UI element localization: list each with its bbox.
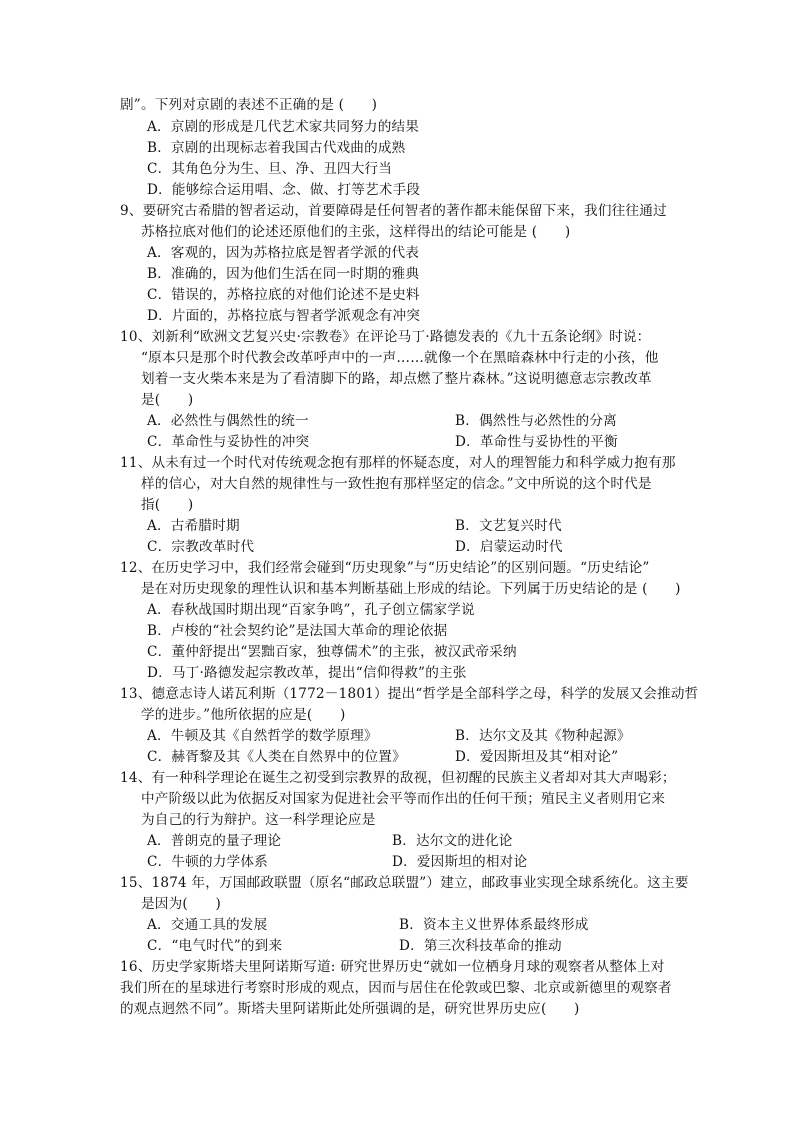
- q12-option-a: A．春秋战国时期出现“百家争鸣”，孔子创立儒家学说: [147, 602, 475, 618]
- q15-option-a: A．交通工具的发展: [147, 917, 268, 933]
- q8-option-a: A．京剧的形成是几代艺术家共同努力的结果: [147, 119, 420, 135]
- q10-option-a: A．必然性与偶然性的统一: [147, 413, 309, 429]
- q9-option-c: C．错误的，苏格拉底的对他们论述不是史料: [147, 287, 420, 303]
- q10-option-b: B．偶然性与必然性的分离: [455, 413, 617, 429]
- q14-option-a: A．普朗克的量子理论: [147, 833, 282, 849]
- q9-option-d: D．片面的，苏格拉底与智者学派观念有冲突: [147, 308, 421, 324]
- q11-stem-line-2: 样的信心，对大自然的规律性与一致性抱有那样坚定的信念。”文中所说的这个时代是: [141, 476, 652, 492]
- q11-option-b: B．文艺复兴时代: [455, 518, 562, 534]
- q11-option-a: A．古希腊时期: [147, 518, 240, 534]
- q13-stem-line-2: 学的进步。”他所依据的应是( ): [141, 707, 346, 723]
- q11-option-d: D．启蒙运动时代: [455, 539, 563, 555]
- q11-stem-line-1: 11、从未有过一个时代对传统观念抱有那样的怀疑态度，对人的理智能力和科学威力抱有那: [120, 455, 676, 471]
- q8-stem-continuation: 剧”。下列对京剧的表述不正确的是 ( ): [120, 97, 378, 113]
- q16-stem-line-2: 我们所在的星球进行考察时形成的观点，因而与居住在伦敦或巴黎、北京或新德里的观察者: [120, 980, 672, 996]
- q14-stem-line-3: 为自己的行为辩护。这一科学理论应是: [141, 812, 376, 828]
- q14-option-d: D．爱因斯坦的相对论: [392, 854, 528, 870]
- q16-stem-line-1: 16、历史学家斯塔夫里阿诺斯写道: 研究世界历史“就如一位栖身月球的观察者从整体上对: [120, 959, 665, 975]
- q15-option-b: B．资本主义世界体系最终形成: [399, 917, 589, 933]
- q10-option-d: D．革命性与妥协性的平衡: [455, 434, 618, 450]
- q15-stem-line-1: 15、1874 年，万国邮政联盟（原名“邮政总联盟”）建立，邮政事业实现全球系统化。这主要: [120, 875, 689, 891]
- q10-stem-line-4: 是( ): [141, 392, 194, 408]
- q9-option-b: B．准确的，因为他们生活在同一时期的雅典: [147, 266, 420, 282]
- q15-option-c: C．“电气时代”的到来: [147, 938, 283, 954]
- q10-stem-line-1: 10、刘新利“欧洲文艺复兴史·宗教卷》在评论马丁·路德发表的《九十五条论纲》时说：: [120, 329, 651, 345]
- q12-stem-line-2: 是在对历史现象的理性认识和基本判断基础上形成的结论。下列属于历史结论的是 ( ): [141, 581, 681, 597]
- q9-option-a: A．客观的，因为苏格拉底是智者学派的代表: [147, 245, 420, 261]
- q9-stem-line-1: 9、要研究古希腊的智者运动，首要障碍是任何智者的著作都未能保留下来，我们往往通过: [120, 203, 667, 219]
- q14-option-c: C．牛顿的力学体系: [147, 854, 268, 870]
- q11-stem-line-3: 指( ): [141, 497, 194, 513]
- q9-stem-line-2: 苏格拉底对他们的论述还原他们的主张，这样得出的结论可能是 ( ): [141, 224, 571, 240]
- q11-option-c: C．宗教改革时代: [147, 539, 255, 555]
- q14-stem-line-2: 中产阶级以此为依据反对国家为促进社会平等而作出的任何干预；殖民主义者则用它来: [141, 791, 666, 807]
- q8-option-c: C．其角色分为生、旦、净、丑四大行当: [147, 161, 393, 177]
- q13-stem-line-1: 13、德意志诗人诺瓦利斯（1772－1801）提出“哲学是全部科学之母，科学的发展又会推动哲: [120, 686, 699, 702]
- q13-option-b: B．达尔文及其《物种起源》: [455, 728, 631, 744]
- q15-option-d: D．第三次科技革命的推动: [399, 938, 562, 954]
- q12-option-c: C．董仲舒提出“罢黜百家，独尊儒术”的主张，被汉武帝采纳: [147, 644, 517, 660]
- q14-option-b: B．达尔文的进化论: [392, 833, 513, 849]
- q15-stem-line-2: 是因为( ): [141, 896, 221, 912]
- q10-stem-line-3: 划着一支火柴本来是为了看清脚下的路，却点燃了整片森林。”这说明德意志宗教改革: [141, 371, 652, 387]
- q13-option-a: A．牛顿及其《自然哲学的数学原理》: [147, 728, 378, 744]
- q12-option-d: D．马丁·路德发起宗教改革，提出“信仰得救”的主张: [147, 665, 467, 681]
- q12-option-b: B．卢梭的“社会契约论”是法国大革命的理论依据: [147, 623, 448, 639]
- q13-option-d: D．爱因斯坦及其“相对论”: [455, 749, 619, 765]
- q8-option-b: B．京剧的出现标志着我国古代戏曲的成熟: [147, 140, 406, 156]
- q10-stem-line-2: “原本只是那个时代教会改革呼声中的一声……就像一个在黑暗森林中行走的小孩，他: [141, 350, 659, 366]
- q10-option-c: C．革命性与妥协性的冲突: [147, 434, 310, 450]
- q14-stem-line-1: 14、有一种科学理论在诞生之初受到宗教界的敌视，但初醒的民族主义者却对其大声喝彩；: [120, 770, 676, 786]
- q13-option-c: C．赫胥黎及其《人类在自然界中的位置》: [147, 749, 406, 765]
- q12-stem-line-1: 12、在历史学习中，我们经常会碰到“历史现象”与“历史结论”的区别问题。“历史结论”: [120, 560, 650, 576]
- q8-option-d: D．能够综合运用唱、念、做、打等艺术手段: [147, 182, 421, 198]
- q16-stem-line-3: 的观点迥然不同”。斯塔夫里阿诺斯此处所强调的是，研究世界历史应( ): [120, 1001, 580, 1017]
